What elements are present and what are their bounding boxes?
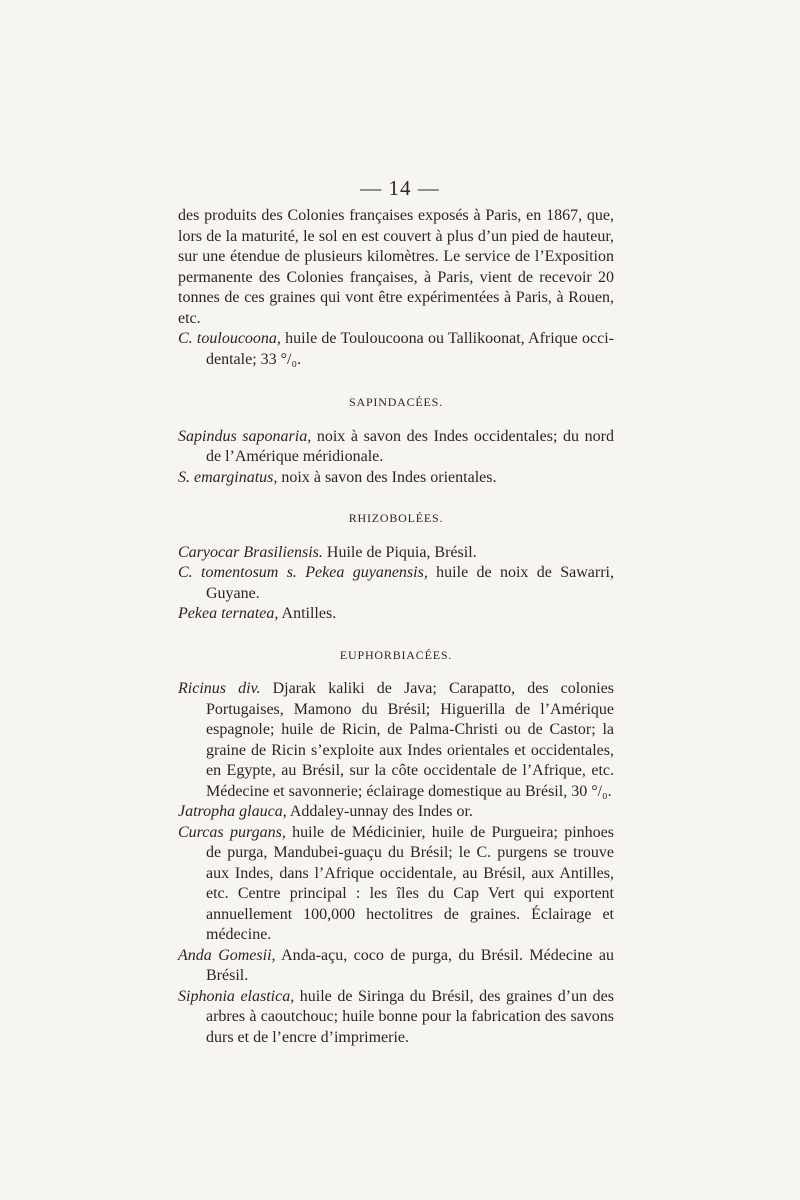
species-description: Antilles.	[278, 605, 337, 622]
species-description: huile de noix de Sawarri, Guyane.	[206, 564, 614, 602]
intro-line: service de l’Exposition permanente des Colonies françaises,	[178, 248, 615, 286]
entry-pekea-ternatea	[178, 604, 614, 625]
section-heading-rhizobolees: RHIZOBOLÉES.	[348, 511, 444, 525]
section-heading-sapindacees: SAPINDACÉES.	[349, 395, 443, 409]
intro-line: des produits des Colonies françaises exposés à Paris, en 1867,	[178, 207, 583, 224]
species-description: huile de Siringa du Brésil, des graines d’un des arbres à caoutchouc; huile bonne pour la fabrication des savons durs et de l’encre d’imprimerie.	[206, 987, 614, 1046]
species-name: Pekea ternatea,	[178, 605, 279, 622]
entry-s-emarginatus	[178, 468, 614, 489]
species-name: Curcas purgans,	[178, 823, 286, 841]
species-name: Jatropha glauca,	[178, 803, 287, 820]
intro-line: à Paris, vient de recevoir 20 tonnes de ces graines qui vont	[178, 268, 615, 306]
species-description: huile de Touloucoona ou Tallikoonat, Afrique occi-dentale; 33 °/₀.	[206, 330, 614, 368]
entry-sapindus-saponaria	[178, 427, 614, 468]
species-name: S. emarginatus,	[178, 468, 278, 486]
entry-anda-gomesii	[178, 946, 614, 987]
entry-curcas-purgans	[178, 823, 614, 946]
species-description: noix à savon des Indes occidentales; du nord de l’Amérique méridionale.	[206, 427, 615, 465]
intro-paragraph	[178, 206, 614, 329]
species-description: Huile de Piquia, Brésil.	[322, 543, 477, 561]
page-number: — 14 —	[360, 176, 440, 200]
species-description: Anda-açu, coco de purga, du Brésil. Médecine au Brésil.	[206, 946, 614, 984]
entry-ricinus	[178, 679, 614, 802]
species-name: C. touloucoona,	[178, 330, 281, 347]
species-description: noix à savon des Indes orientales.	[277, 468, 497, 486]
species-description: Addaley-unnay des Indes or.	[286, 803, 473, 820]
entry-siphonia-elastica	[178, 987, 614, 1049]
species-name: Anda Gomesii,	[178, 946, 276, 964]
species-description: huile de Médicinier, huile de Purgueira; pinhoes de purga, Mandubei-guaçu du Brésil; le C. purgens se trouve aux Indes, dans l’Afrique occidentale, au Brésil, aux Antilles, etc. Centre principal : les îles du Cap Vert qui exportent annuellement 100,000 hectolitres de graines. Éclairage et médecine.	[206, 823, 614, 943]
species-name: Caryocar Brasiliensis.	[178, 543, 323, 561]
species-name: Ricinus div.	[178, 680, 261, 697]
page-body	[178, 206, 614, 1048]
species-description: Djarak kaliki de Java; Carapatto, des colonies Portugaises, Mamono du Brésil; Higuerilla de l’Amérique espagnole; huile de Ricin, de Palma-Christi ou de Castor; la graine de Ricin s’exploite aux Indes orientales et occidentales, en Egypte, au Brésil, sur la côte occidentale de l’Afrique, etc. Médecine et savonnerie; éclairage domestique au Brésil, 30 °/₀.	[206, 680, 614, 800]
intro-line: de hauteur, sur une étendue de plusieurs kilomètres. Le	[178, 227, 615, 265]
entry-caryocar-brasiliensis	[178, 543, 614, 564]
entry-touloucoona	[178, 329, 614, 370]
species-name: Sapindus saponaria,	[178, 427, 312, 445]
species-name: Siphonia elastica,	[178, 987, 295, 1005]
entry-c-tomentosum	[178, 563, 614, 604]
section-heading-euphorbiacees: EUPHORBIACÉES.	[339, 647, 453, 662]
species-name: C. tomentosum s. Pekea guyanensis,	[178, 564, 428, 581]
entry-jatropha-glauca	[178, 802, 614, 823]
intro-line: être expérimentées à Paris, à Rouen, etc.	[178, 289, 614, 327]
intro-line: que, lors de la maturité, le sol en est couvert à plus d’un pied	[178, 207, 615, 245]
